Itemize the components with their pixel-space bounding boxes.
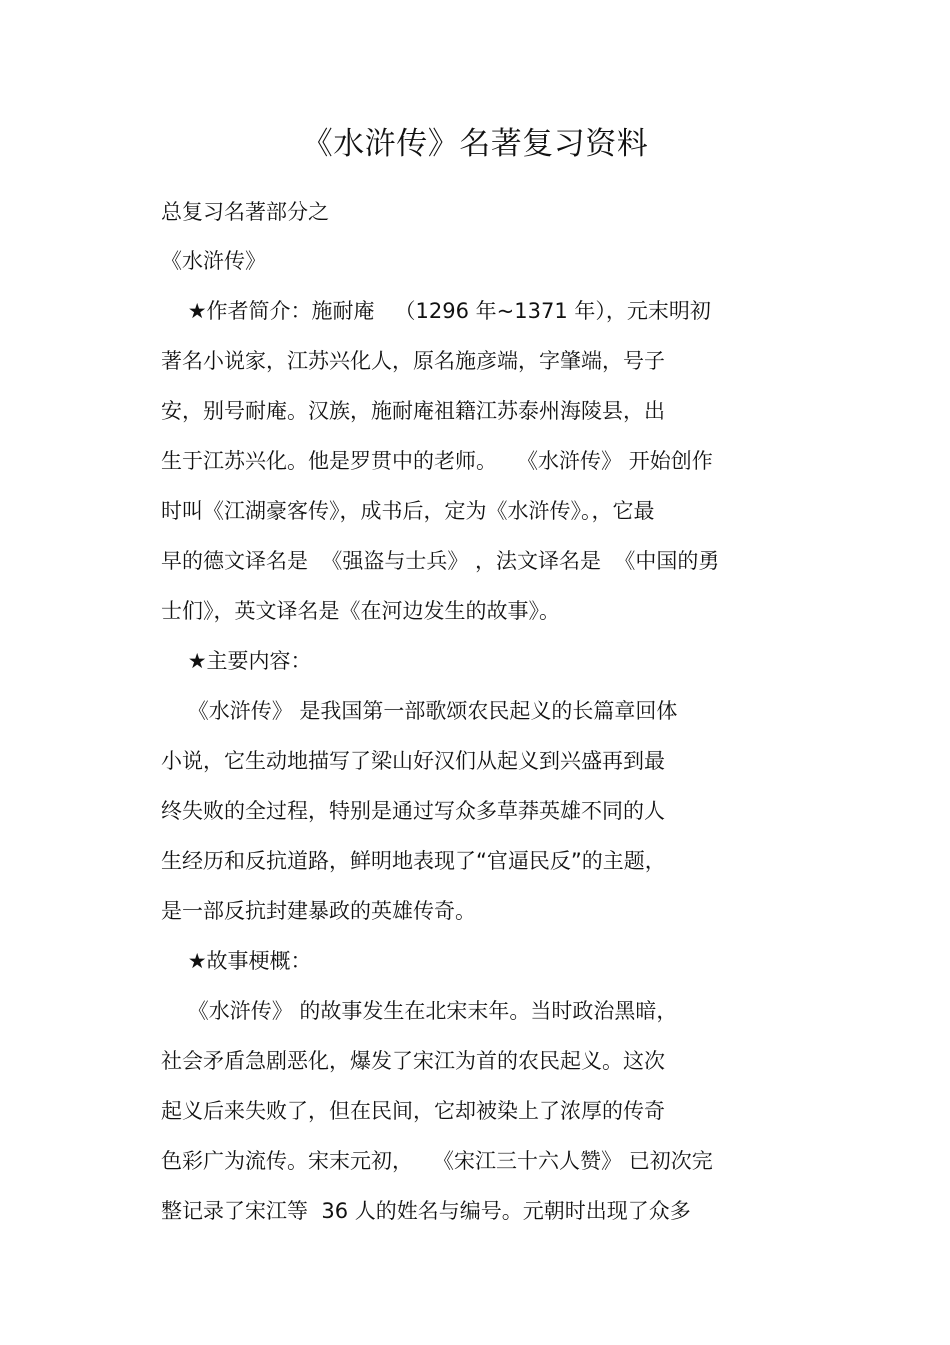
text-line: 生于江苏兴化。他是罗贯中的老师。 《水浒传》 开始创作 — [161, 449, 713, 473]
text-line: 总复习名著部分之 — [161, 200, 329, 224]
text-line: 小说，它生动地描写了梁山好汉们从起义到兴盛再到最 — [161, 749, 665, 773]
text-line: 时叫《江湖豪客传》，成书后，定为《水浒传》。，它最 — [161, 499, 655, 523]
text-line: 安，别号耐庵。汉族，施耐庵祖籍江苏泰州海陵县，出 — [161, 399, 665, 423]
text-line: 早的德文译名是 《强盗与士兵》 ，法文译名是 《中国的勇 — [161, 549, 720, 573]
text-line: 社会矛盾急剧恶化，爆发了宋江为首的农民起义。这次 — [161, 1049, 665, 1073]
text-line: 生经历和反抗道路，鲜明地表现了“官逼民反”的主题， — [161, 849, 666, 873]
text-line: 士们》，英文译名是《在河边发生的故事》。 — [161, 599, 560, 623]
text-line: 色彩广为流传。宋末元初， 《宋江三十六人赞》 已初次完 — [161, 1149, 713, 1173]
document-title: 《水浒传》名著复习资料 — [301, 126, 649, 162]
text-line: 《水浒传》 是我国第一部歌颂农民起义的长篇章回体 — [161, 699, 678, 723]
text-line: 《水浒传》 — [161, 249, 266, 273]
text-line: ★作者简介：施耐庵 （1296 年~1371 年），元末明初 — [161, 299, 711, 323]
text-line: 《水浒传》 的故事发生在北宋末年。当时政治黑暗， — [161, 999, 678, 1023]
text-line: 著名小说家，江苏兴化人，原名施彦端，字肇端，号子 — [161, 349, 665, 373]
section-heading: ★主要内容： — [161, 649, 312, 673]
text-line: 起义后来失败了，但在民间，它却被染上了浓厚的传奇 — [161, 1099, 665, 1123]
section-heading: ★故事梗概： — [161, 949, 312, 973]
text-line: 是一部反抗封建暴政的英雄传奇。 — [161, 899, 476, 923]
text-line: 终失败的全过程，特别是通过写众多草莽英雄不同的人 — [161, 799, 665, 823]
text-line: 整记录了宋江等 36 人的姓名与编号。元朝时出现了众多 — [161, 1199, 691, 1223]
